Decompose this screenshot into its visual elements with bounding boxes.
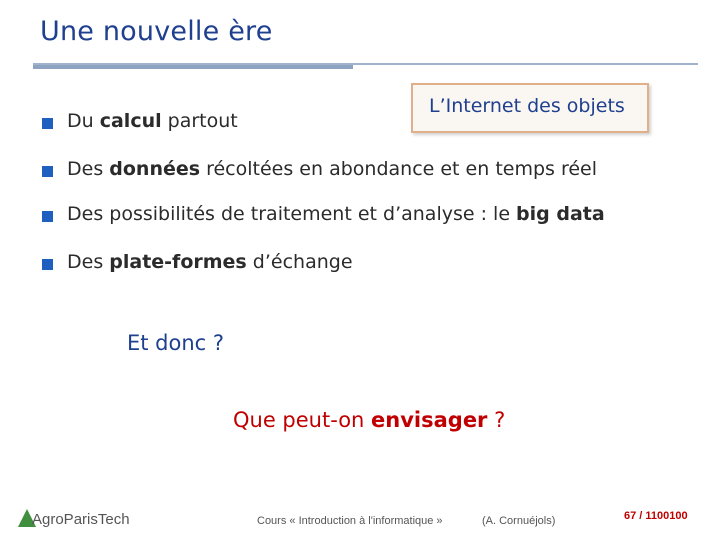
bullet-text: Du calcul partout [67,110,238,132]
callout-text: L’Internet des objets [429,95,625,117]
footer-author: (A. Cornuéjols) [482,515,556,527]
bullet-item [42,158,682,186]
bullet-square-icon [42,211,53,222]
bullet-square-icon [42,166,53,177]
agroparistech-logo [18,509,130,531]
page-number: 67 / 1100100 [624,510,688,522]
logo-text: AgroParisTech [32,511,130,528]
title-divider-accent [33,65,353,69]
footer-course: Cours « Introduction à l'informatique » [257,515,443,527]
question-text: Que peut-on envisager ? [233,408,506,432]
bullet-text: Des plate-formes d’échange [67,251,353,273]
et-donc-text: Et donc ? [127,331,225,355]
bullet-text: Des données récoltées en abondance et en temps réel [67,158,598,180]
bullet-item [42,251,682,279]
bullet-text: Des possibilités de traitement et d’analyse : le big data [67,203,605,225]
bullet-item [42,203,682,231]
slide-title: Une nouvelle ère [40,16,273,47]
bullet-item [42,110,682,138]
bullet-square-icon [42,259,53,270]
bullet-square-icon [42,118,53,129]
